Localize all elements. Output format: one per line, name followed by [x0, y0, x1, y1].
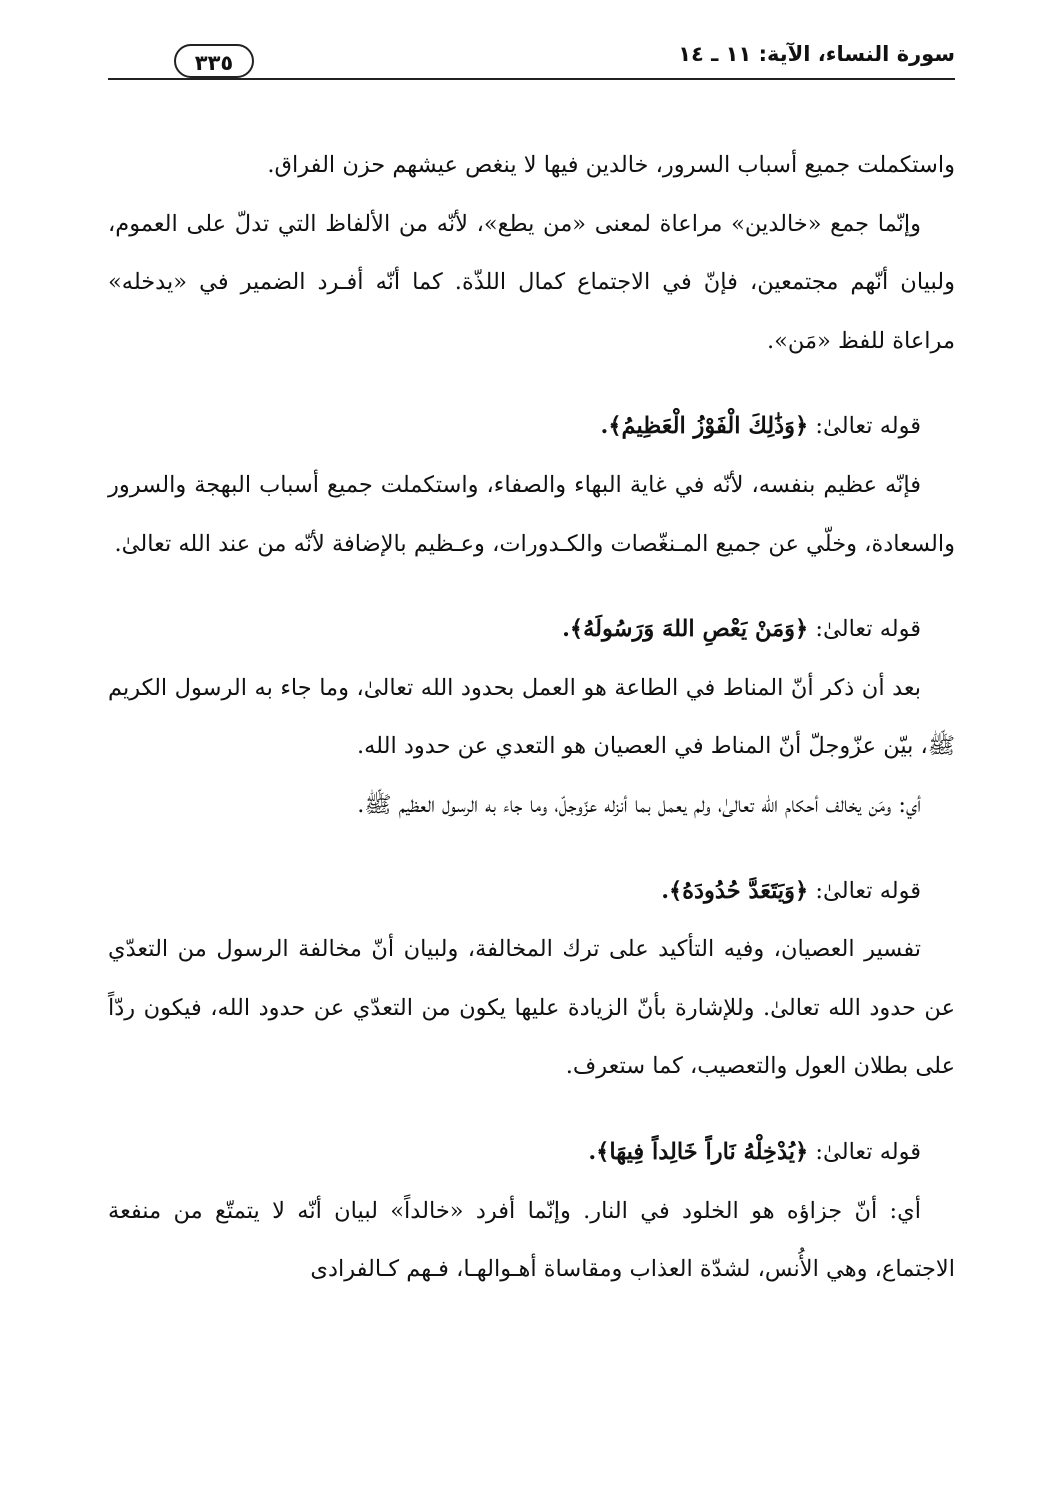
- paragraph: فإنّه عظيم بنفسه، لأنّه في غاية البهاء والصفاء، واستكملت جميع أسباب البهجة والسرور والسعادة، وخلّي عن جميع المـنغّصات والكـدورات، وعـظيم بالإضافة لأنّه من عند الله تعالىٰ.: [108, 471, 955, 557]
- quran-quote: ﴿وَذَٰلِكَ الْفَوْزُ الْعَظِيمُ﴾.: [600, 413, 809, 440]
- header-divider: [108, 78, 955, 80]
- verse-heading-prefix: قوله تعالىٰ:: [808, 1138, 921, 1165]
- verse-heading-prefix: قوله تعالىٰ:: [808, 877, 921, 904]
- paragraph: وإنّما جمع «خالدين» مراعاة لمعنى «من يطع»، لأنّه من الألفاظ التي تدلّ على العموم، ولبيان أنّهم مجتمعين، فإنّ في الاجتماع كمال اللذّة. كما أنّه أفـرد الضمير في «يدخله» مراعاة للفظ «مَن».: [108, 210, 955, 354]
- quran-quote: ﴿وَمَنْ يَعْصِ اللهَ وَرَسُولَهُ﴾.: [562, 616, 809, 643]
- page-body: [108, 136, 955, 1299]
- running-title: سورة النساء، الآية: ١١ ـ ١٤: [678, 42, 955, 66]
- quran-quote: ﴿وَيَتَعَدَّ حُدُودَهُ﴾.: [661, 877, 809, 904]
- verse-heading: [108, 397, 955, 456]
- verse-heading-prefix: قوله تعالىٰ:: [808, 616, 921, 643]
- page-header: [108, 38, 955, 88]
- paragraph: واستكملت جميع أسباب السرور، خالدين فيها لا ينغص عيشهم حزن الفراق.: [267, 152, 955, 178]
- paragraph: بعد أن ذكر أنّ المناط في الطاعة هو العمل بحدود الله تعالىٰ، وما جاء به الرسول الكريم ﷺ، بيّن عزّوجلّ أنّ المناط في العصيان هو التعدي عن حدود الله.: [108, 674, 955, 760]
- paragraph: تفسير العصيان، وفيه التأكيد على ترك المخالفة، ولبيان أنّ مخالفة الرسول من التعدّي عن حدود الله تعالىٰ. وللإشارة بأنّ الزيادة عليها يكون من التعدّي عن حدود الله، فيكون ردّاً على بطلان العول والتعصيب، كما ستعرف.: [108, 936, 955, 1080]
- verse-heading-prefix: قوله تعالىٰ:: [808, 413, 921, 440]
- verse-heading: [108, 1123, 955, 1182]
- page-number: ٣٣٥: [174, 44, 254, 78]
- paragraph: أي: أنّ جزاؤه هو الخلود في النار. وإنّما أفرد «خالداً» لبيان أنّه لا يتمتّع من منفعة الاجتماع، وهي الأُنس، لشدّة العذاب ومقاساة أهـوالهـا، فـهم كـالفرادى: [108, 1197, 955, 1283]
- verse-heading: [108, 862, 955, 921]
- verse-heading: [108, 600, 955, 659]
- paragraph: أي: ومَن يخالف أحكام الله تعالىٰ، ولم يعمل بما أنزله عزّوجلّ، وما جاء به الرسول العظيم ﷺ.: [357, 791, 921, 818]
- quran-quote: ﴿يُدْخِلْهُ نَاراً خَالِداً فِيهَا﴾.: [588, 1138, 809, 1165]
